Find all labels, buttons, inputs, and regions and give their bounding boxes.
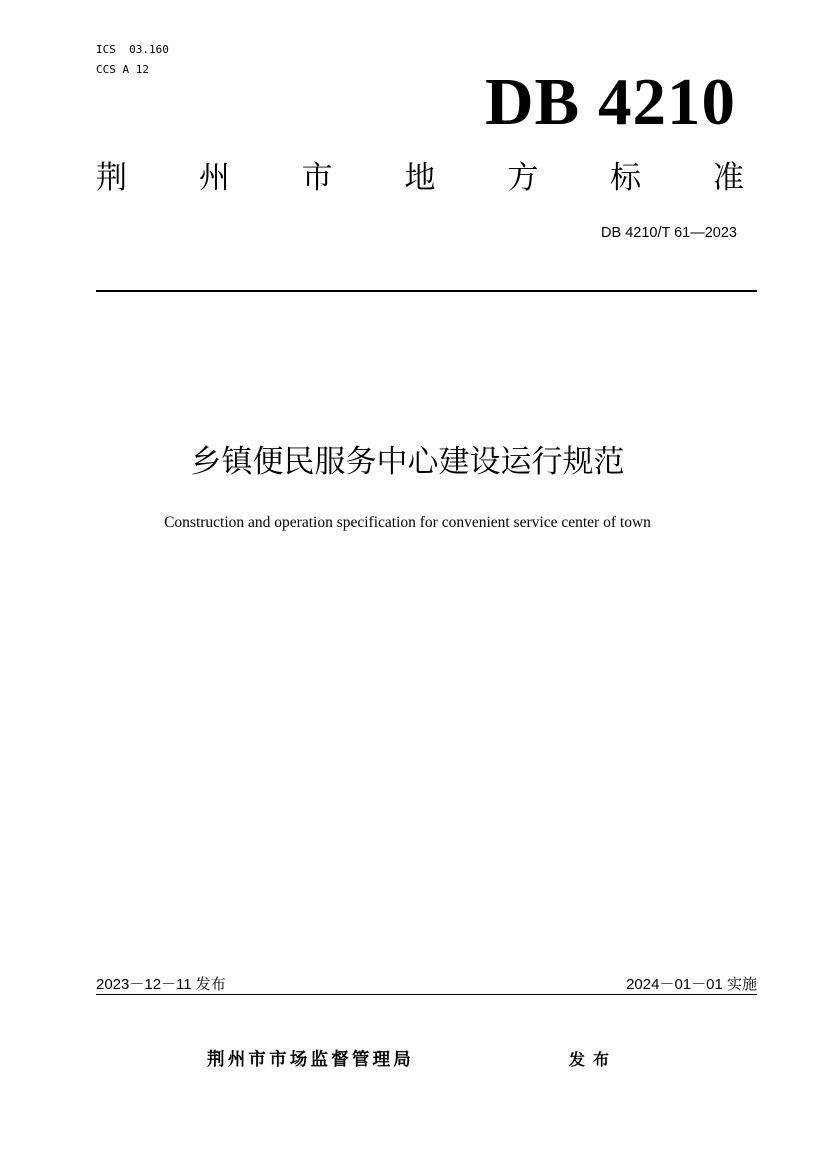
implementation-date: 2024－01－01 实施 — [626, 976, 757, 993]
standard-number: DB 4210/T 61—2023 — [601, 225, 737, 241]
standard-type-char: 标 — [610, 160, 642, 196]
db-code-heading: DB 4210 — [485, 65, 736, 139]
standard-type-char: 州 — [198, 160, 230, 196]
standard-type-heading — [96, 156, 744, 200]
footer-divider — [96, 994, 757, 995]
publisher-name: 荆州市市场监督管理局 — [207, 1050, 414, 1070]
document-title-chinese: 乡镇便民服务中心建设运行规范 — [190, 444, 625, 480]
issue-date: 2023－12－11 发布 — [96, 976, 226, 993]
ics-code: ICS 03.160 — [96, 43, 169, 56]
standard-type-char: 荆 — [96, 160, 127, 196]
publish-label: 发布 — [569, 1050, 618, 1069]
date-row — [96, 974, 757, 996]
ccs-code: CCS A 12 — [96, 63, 149, 76]
standard-type-char: 方 — [507, 160, 539, 196]
standard-type-char: 准 — [712, 160, 744, 196]
standard-type-char: 地 — [404, 160, 436, 196]
header-divider — [96, 290, 757, 292]
document-title-english: Construction and operation specification for convenient service center of town — [164, 514, 651, 531]
standard-type-char: 市 — [301, 160, 333, 196]
